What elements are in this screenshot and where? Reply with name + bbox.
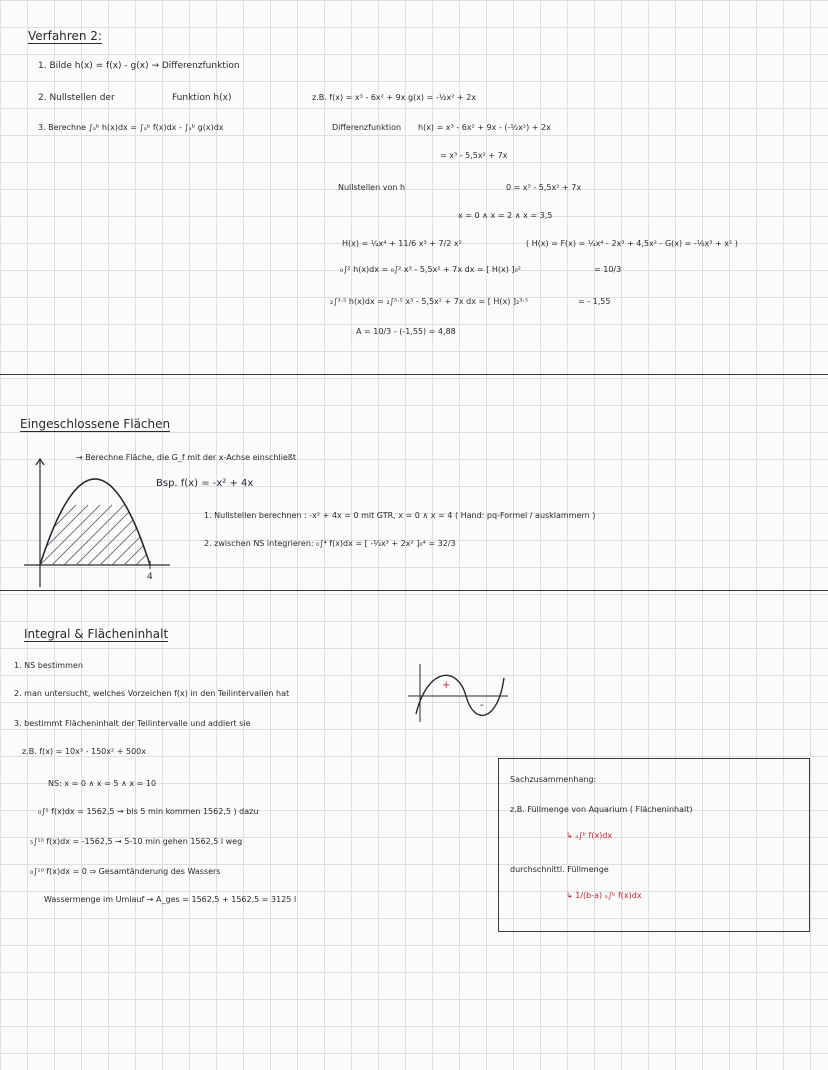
box-example: z.B. Füllmenge von Aquarium ( Flächeninhalt)	[510, 805, 693, 814]
integral-step-1: 1. NS bestimmen	[14, 661, 83, 670]
box-title: Sachzusammenhang:	[510, 775, 597, 784]
hatch-line	[4, 505, 64, 565]
tick-label-4: 4	[147, 572, 153, 582]
area-step-2: 2. zwischen NS integrieren: ₀∫⁴ f(x)dx = [ -⅓x³ + 2x² ]₀⁴ = 32/3	[204, 539, 456, 548]
antiderivative-alternative: ( H(x) = F(x) = ¼x⁴ - 2x³ + 4,5x² - G(x) = -⅙x³ + x² )	[526, 239, 738, 248]
hatch-line	[124, 505, 184, 565]
integral-0-5: ₀∫⁵ f(x)dx = 1562,5 → bis 5 min kommen 1562,5 ) dazu	[38, 807, 259, 816]
hatch-line	[0, 505, 52, 565]
roots-label: Nullstellen von h	[338, 183, 406, 192]
step-1: 1. Bilde h(x) = f(x) - g(x) → Differenzfunktion	[38, 61, 240, 71]
step-2-function: Funktion h(x)	[172, 93, 232, 103]
hatch-line	[28, 505, 88, 565]
hatch-line	[112, 505, 172, 565]
integral-step-3: 3. bestimmt Flächeninhalt der Teilintervalle und addiert sie	[14, 719, 251, 728]
hatch-line	[136, 505, 196, 565]
section-title-integral-flaecheninhalt: Integral & Flächeninhalt	[24, 627, 169, 641]
integral-0-2: ₀∫² h(x)dx = ₀∫² x³ - 5,5x² + 7x dx = [ H(x) ]₀²	[340, 265, 521, 274]
sign-plus: +	[442, 680, 451, 691]
integral-2-3-5: ₂∫³·⁵ h(x)dx = ₂∫³·⁵ x³ - 5,5x² + 7x dx = [ H(x) ]₂³·⁵	[330, 297, 529, 306]
water-amount: Wassermenge im Umlauf → A_ges = 1562,5 + 1562,5 = 3125 l	[44, 895, 297, 904]
section-divider	[0, 374, 828, 375]
hatch-line	[16, 505, 76, 565]
area-task: → Berechne Fläche, die G_f mit der x-Achse einschließt	[76, 453, 297, 462]
section-divider	[0, 590, 828, 591]
roots-values: x = 0 ∧ x = 2 ∧ x = 3,5	[458, 211, 553, 220]
example-function: Bsp. f(x) = -x² + 4x	[156, 478, 254, 489]
integral-2-3-5-result: = - 1,55	[578, 297, 611, 306]
hatch-line	[64, 505, 124, 565]
difference-function-expression: h(x) = x³ - 6x² + 9x - (-½x²) + 2x	[418, 123, 551, 132]
integral-0-10: ₀∫¹⁰ f(x)dx = 0 ⇒ Gesamtänderung des Wassers	[30, 867, 221, 876]
integral-0-2-result: = 10/3	[594, 265, 622, 274]
difference-function-simplified: = x³ - 5,5x² + 7x	[440, 151, 508, 160]
hatch-line	[40, 505, 100, 565]
hatch-line	[76, 505, 136, 565]
parabola-graph	[20, 455, 170, 590]
integral-example: z.B. f(x) = 10x³ - 150x² + 500x	[22, 747, 146, 756]
area-step-1: 1. Nullstellen berechnen : -x² + 4x = 0 mit GTR, x = 0 ∧ x = 4 ( Hand: pq-Formel / ausklammern )	[204, 511, 596, 520]
section-title-eingeschlossene-flaechen: Eingeschlossene Flächen	[20, 417, 171, 431]
step-2-label: 2. Nullstellen der	[38, 93, 115, 103]
section-title-verfahren-2: Verfahren 2:	[28, 29, 102, 43]
area-result: A = 10/3 - (-1,55) = 4,88	[356, 327, 456, 336]
hatch-line	[148, 505, 208, 565]
sine-sketch	[408, 664, 508, 724]
hatch-line	[52, 505, 112, 565]
integral-step-2: 2. man untersucht, welches Vorzeichen f(x) in den Teilintervallen hat	[14, 689, 290, 698]
hatch-line	[0, 505, 40, 565]
roots-equation: 0 = x³ - 5,5x² + 7x	[506, 183, 582, 192]
box-average-label: durchschnittl. Füllmenge	[510, 865, 609, 874]
integral-roots: NS: x = 0 ∧ x = 5 ∧ x = 10	[48, 779, 157, 788]
difference-function-label: Differenzfunktion	[332, 123, 402, 132]
shaded-area	[0, 505, 232, 565]
example-functions: z.B. f(x) = x³ - 6x² + 9x g(x) = -½x² + 2x	[312, 93, 477, 102]
sine-curve	[416, 675, 504, 715]
step-3: 3. Berechne ∫ₐᵇ h(x)dx = ∫ₐᵇ f(x)dx - ∫ₐᵇ g(x)dx	[38, 123, 224, 132]
antiderivative: H(x) = ¼x⁴ + 11/6 x³ + 7/2 x²	[342, 239, 462, 248]
sign-minus: -	[480, 700, 484, 711]
integral-5-10: ₅∫¹⁰ f(x)dx = -1562,5 → 5-10 min gehen 1562,5 l weg	[30, 837, 243, 846]
box-formula-average: ↳ 1/(b-a) ₐ∫ᵇ f(x)dx	[566, 891, 642, 900]
box-formula-integral: ↳ ₐ∫ᵇ f(x)dx	[566, 831, 613, 840]
